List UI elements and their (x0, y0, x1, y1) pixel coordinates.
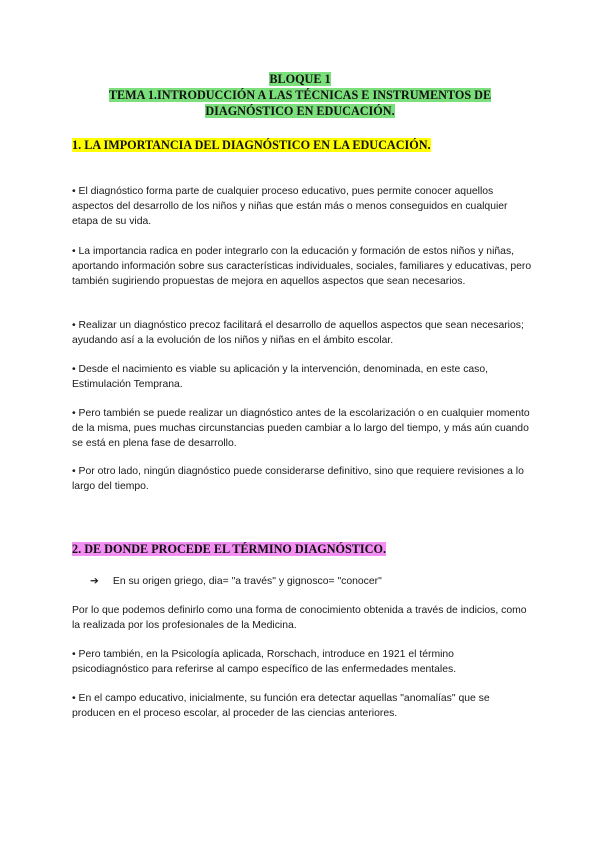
paragraph-text: • Desde el nacimiento es viable su aplicación y la intervención, denominada, en este caso, Estimulación Temprana. (72, 364, 489, 390)
block-title-container (0, 72, 600, 87)
tema-title-line1-container (0, 88, 600, 103)
section2-paragraph (72, 647, 532, 677)
section2-heading: 2. DE DONDE PROCEDE EL TÉRMINO DIAGNÓSTICO. (72, 542, 386, 556)
block-title: BLOQUE 1 (269, 72, 331, 86)
arrow-item-text: En su origen griego, dia= "a través" y gignosco= "conocer" (112, 576, 382, 587)
paragraph-text: Por lo que podemos definirlo como una forma de conocimiento obtenida a través de indicios, como la realizada por los profesionales de la Medicina. (72, 605, 527, 631)
section1-paragraph (72, 184, 532, 229)
section1-paragraph (72, 464, 532, 494)
arrow-right-icon: ➔ (90, 576, 99, 587)
paragraph-text: • En el campo educativo, inicialmente, su función era detectar aquellas "anomalías" que se producen en el proceso escolar, al proceder de las ciencias anteriores. (72, 693, 490, 719)
section2-paragraph (72, 691, 532, 721)
tema-title-line1: TEMA 1.INTRODUCCIÓN A LAS TÉCNICAS E INSTRUMENTOS DE (108, 88, 492, 102)
paragraph-text: • Pero también se puede realizar un diagnóstico antes de la escolarización o en cualquier momento de la misma, pues muchas circunstancias pueden cambiar a lo largo del tiempo, y más aún cuando se está en plena fase de desarrollo. (72, 408, 530, 449)
section1-paragraph (72, 406, 532, 451)
section1-paragraph (72, 318, 532, 348)
paragraph-text: • La importancia radica en poder integrarlo con la educación y formación de estos niños y niñas, aportando información sobre sus características individuales, sociales, familiares y educativas, pero también sugiriendo propuestas de mejora en aquellos aspectos que sean necesarios. (72, 246, 532, 287)
paragraph-text: • Por otro lado, ningún diagnóstico puede considerarse definitivo, sino que requiere revisiones a lo largo del tiempo. (72, 466, 524, 492)
section1-paragraph (72, 362, 532, 392)
section1-paragraph (72, 244, 532, 289)
section1-heading-container (72, 138, 431, 153)
paragraph-text: • Realizar un diagnóstico precoz facilitará el desarrollo de aquellos aspectos que sean necesarios; ayudando así a la evolución de los niños y niñas en el ámbito escolar. (72, 320, 524, 346)
paragraph-text: • Pero también, en la Psicología aplicada, Rorschach, introduce en 1921 el término psicodiagnóstico para referirse al campo específico de las enfermedades mentales. (72, 649, 457, 675)
tema-title-line2-container (0, 104, 600, 119)
paragraph-text: • El diagnóstico forma parte de cualquier proceso educativo, pues permite conocer aquellos aspectos del desarrollo de los niños y niñas que están más o menos conseguidos en cualquier etapa de su vida. (72, 186, 508, 227)
section2-heading-container (72, 542, 386, 557)
section2-paragraph (72, 603, 532, 633)
arrow-list-item (90, 574, 382, 589)
section1-heading: 1. LA IMPORTANCIA DEL DIAGNÓSTICO EN LA EDUCACIÓN. (72, 138, 431, 152)
tema-title-line2: DIAGNÓSTICO EN EDUCACIÓN. (205, 104, 395, 118)
